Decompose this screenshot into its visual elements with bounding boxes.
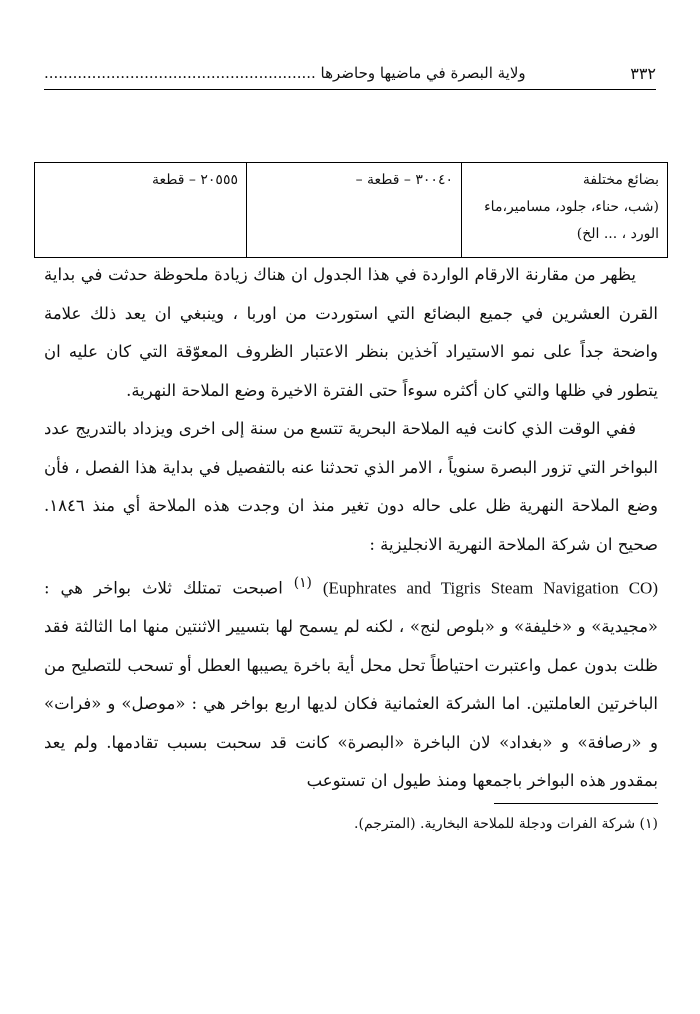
paragraph-1: يظهر من مقارنة الارقام الواردة في هذا الجدول ان هناك زيادة ملحوظة حدثت في بداية القرن العشرين في جميع البضائع التي استوردت من اوربا ، وينبغي ان يعد ذلك علامة واضحة جداً على نمو الاستيراد آخذين بنظر الاعتبار الظروف المعوّقة التي كان عليه ان يتطور في ظلها والتي كان أكثره سوءاً حتى الفترة الاخيرة وضع الملاحة النهرية.	[44, 265, 658, 400]
running-title: ولاية البصرة في ماضيها وحاضرها .........................................................	[44, 64, 526, 82]
paragraph-3-text: اصبحت تمتلك ثلاث بواخر هي : «مجيدية» و «خليفة» و «بلوص لنج» ، لكنه لم يسمح لها بتسيير الاثنتين منها اما الثالثة فقد ظلت بدون عمل واعتبرت احتياطاً تحل محل أية باخرة يصيبها العطل أو تسحب للتصليح من الباخرتين العاملتين. اما الشركة العثمانية فكان لديها اربع بواخر هي : «موصل» و «فرات» و «رصافة» و «بغداد» لان الباخرة «البصرة» كانت قد سحبت بسبب تقادمها. ولم يعد بمقدور هذه البواخر باجمعها ومنذ طيول ان تستوعب	[44, 578, 658, 790]
footnote-rule	[494, 803, 658, 804]
company-name-latin: (Euphrates and Tigris Steam Navigation CO)	[322, 578, 658, 598]
paragraph-3	[44, 564, 658, 801]
table-row	[35, 163, 668, 258]
goods-quantity-cell-1: ٣٠٠٤٠ – قطعة –	[247, 163, 462, 258]
paragraph-2: ففي الوقت الذي كانت فيه الملاحة البحرية تتسع من سنة إلى اخرى ويزداد بالتدريج عدد البواخر التي تزور البصرة سنوياً ، الامر الذي تحدثنا عنه بالتفصيل في بداية هذا الفصل ، فأن وضع الملاحة النهرية ظل على حاله دون تغير منذ ان وجدت هذه الملاحة أي منذ ١٨٤٦. صحيح ان شركة الملاحة النهرية الانجليزية :	[44, 419, 658, 554]
goods-item-detail: (شب، حناء، جلود، مسامير،ماء الورد ، ... الخ)	[484, 199, 659, 242]
footnote: (١) شركة الفرات ودجلة للملاحة البخارية. (المترجم).	[354, 816, 658, 832]
goods-quantity-cell-2: ٢٠٥٥٥ – قطعة	[35, 163, 247, 258]
footnote-ref: (١)	[293, 575, 312, 591]
page-number: ٣٣٢	[630, 64, 656, 83]
body-text	[44, 256, 658, 801]
goods-item-label: بضائع مختلفة	[582, 172, 659, 188]
goods-item-cell	[462, 163, 668, 258]
goods-table	[34, 162, 668, 258]
running-header	[44, 54, 656, 90]
header-rule	[44, 89, 656, 90]
